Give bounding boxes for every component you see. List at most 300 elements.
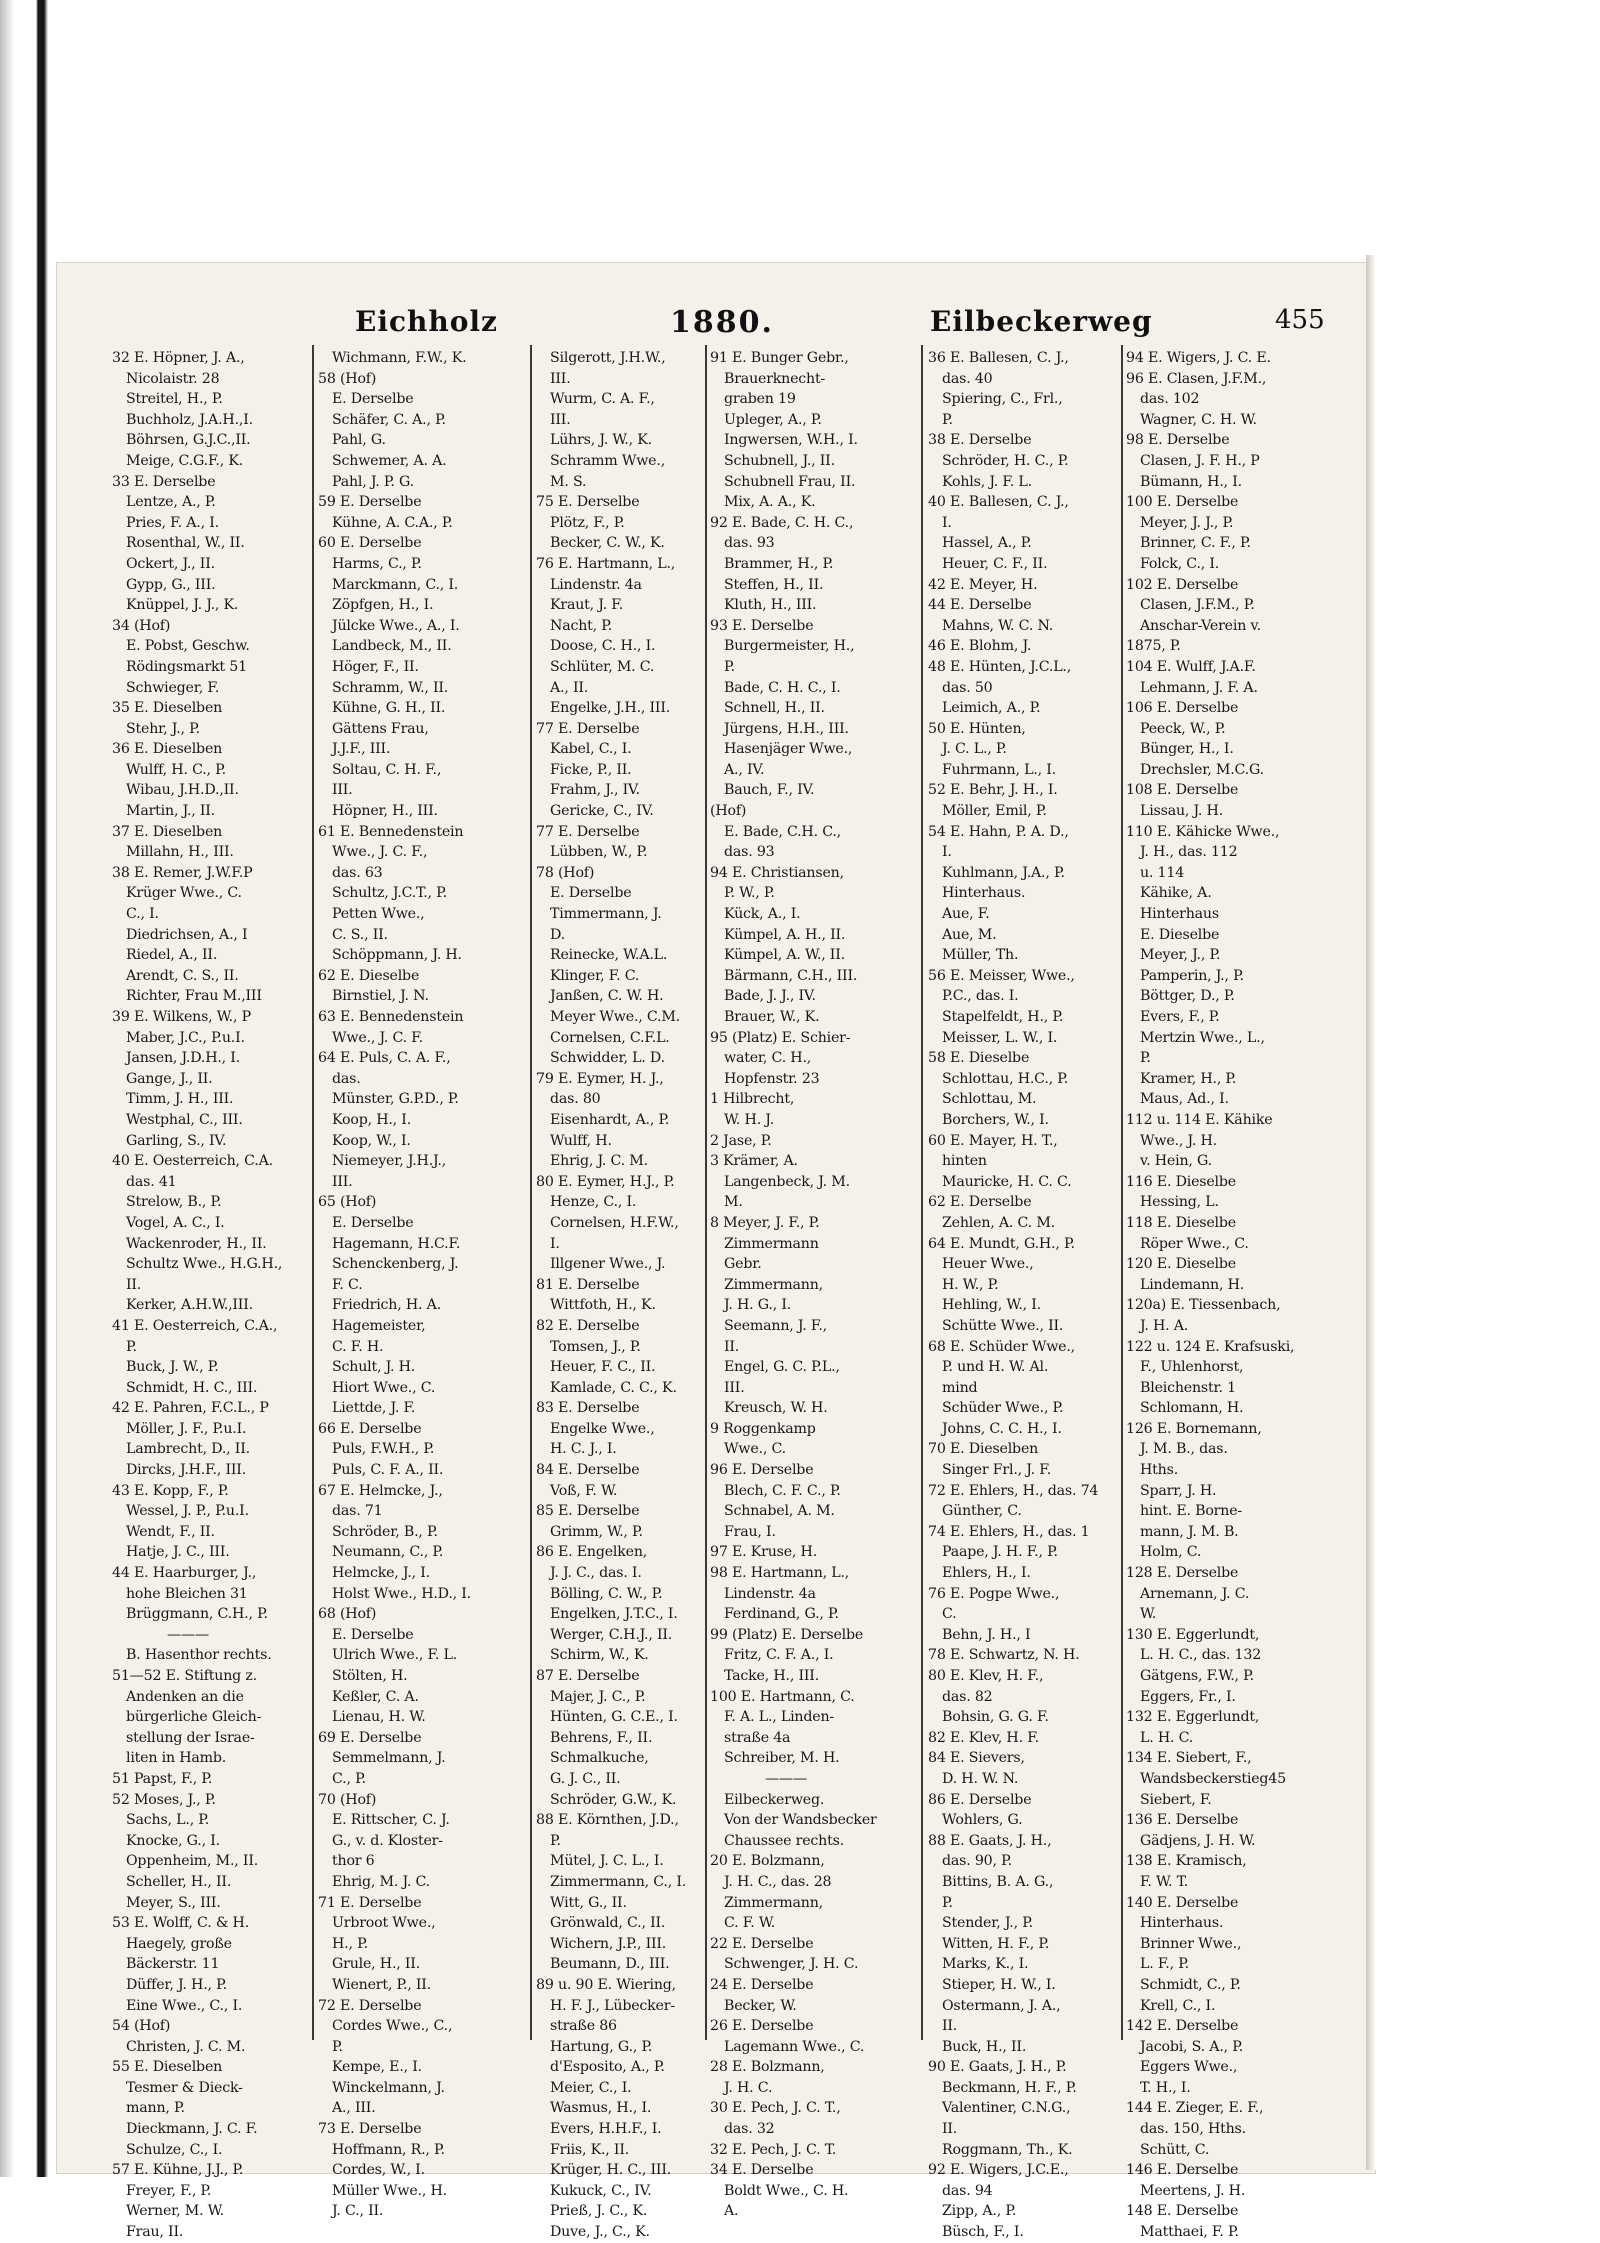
directory-entry-line: 66 E. Derselbe bbox=[318, 1420, 422, 1437]
directory-entry-line: Stender, J., P. bbox=[942, 1915, 1033, 1932]
directory-entry-line: 126 E. Bornemann, bbox=[1126, 1420, 1262, 1437]
directory-entry-line: Tomsen, J., P. bbox=[550, 1338, 641, 1355]
directory-entry-line: 38 E. Derselbe bbox=[928, 432, 1032, 449]
directory-entry-line: 30 E. Pech, J. C. T., bbox=[710, 2100, 841, 2117]
directory-entry-line: Zimmermann, C., I. bbox=[550, 1873, 687, 1890]
directory-entry-line: 84 E. Derselbe bbox=[536, 1462, 640, 1479]
directory-entry-line: Frahm, J., IV. bbox=[550, 782, 640, 799]
directory-entry-line: E. Derselbe bbox=[332, 391, 414, 408]
directory-entry-line: Wurm, C. A. F., bbox=[550, 391, 655, 408]
directory-entry-line: Münster, G.P.D., P. bbox=[332, 1091, 459, 1108]
directory-entry-line: Lindenstr. 4a bbox=[724, 1585, 816, 1602]
directory-entry-line: Höger, F., II. bbox=[332, 658, 419, 675]
directory-entry-line: Lentze, A., P. bbox=[126, 494, 216, 511]
directory-entry-line: 53 E. Wolff, C. & H. bbox=[112, 1915, 250, 1932]
directory-entry-line: Schnabel, A. M. bbox=[724, 1503, 835, 1520]
directory-entry-line: C. S., II. bbox=[332, 926, 388, 943]
directory-entry-line: 39 E. Wilkens, W., P bbox=[112, 1009, 251, 1025]
directory-entry-line: 112 u. 114 E. Kähike bbox=[1126, 1111, 1273, 1128]
directory-entry-line: Christen, J. C. M. bbox=[126, 2038, 246, 2055]
directory-entry-line: Pries, F. A., I. bbox=[126, 514, 219, 531]
directory-entry-line: Buck, H., II. bbox=[942, 2038, 1027, 2055]
directory-entry-line: Bauch, F., IV. bbox=[724, 782, 815, 799]
directory-entry-line: Werger, C.H.J., II. bbox=[550, 1626, 673, 1643]
column-rule bbox=[705, 345, 707, 2040]
directory-entry-line: Schultz, J.C.T., P. bbox=[332, 885, 447, 902]
directory-entry-line: Schröder, B., P. bbox=[332, 1523, 438, 1540]
directory-entry-line: Grönwald, C., II. bbox=[550, 1915, 666, 1932]
directory-entry-line: III. bbox=[332, 1173, 353, 1190]
directory-entry-line: Klinger, F. C. bbox=[550, 967, 640, 984]
directory-entry-line: Birnstiel, J. N. bbox=[332, 988, 429, 1005]
directory-entry-line: 88 E. Gaats, J. H., bbox=[928, 1832, 1052, 1849]
directory-entry-line: P.C., das. I. bbox=[942, 988, 1019, 1005]
directory-entry-line: Stieper, H. W., I. bbox=[942, 1976, 1056, 1993]
directory-entry-line: Koop, W., I. bbox=[332, 1132, 411, 1149]
directory-entry-line: 144 E. Zieger, E. F., bbox=[1126, 2100, 1264, 2117]
directory-entry-line: Werner, M. W. bbox=[126, 2203, 224, 2220]
directory-entry-line: Hths. bbox=[1140, 1462, 1179, 1479]
directory-entry-line: II. bbox=[942, 2018, 958, 2035]
directory-entry-line: Engel, G. C. P.L., bbox=[724, 1359, 840, 1376]
directory-entry-line: 69 E. Derselbe bbox=[318, 1729, 422, 1746]
directory-column-2 bbox=[318, 348, 471, 2220]
directory-entry-line: 94 E. Wigers, J. C. E. bbox=[1126, 350, 1271, 366]
directory-entry-line: P. bbox=[550, 1832, 561, 1849]
directory-entry-line: Schlüter, M. C. bbox=[550, 658, 655, 675]
directory-entry-line: Schütt, C. bbox=[1140, 2141, 1210, 2158]
directory-entry-line: Wasmus, H., I. bbox=[550, 2100, 652, 2117]
directory-entry-line: G. J. C., II. bbox=[550, 1770, 621, 1787]
previous-page-edge bbox=[0, 0, 62, 2177]
directory-entry-line: H. W., P. bbox=[942, 1276, 999, 1293]
directory-entry-line: Marks, K., I. bbox=[942, 1956, 1029, 1973]
directory-entry-line: Winckelmann, J. bbox=[332, 2079, 445, 2096]
directory-entry-line: Lagemann Wwe., C. bbox=[724, 2038, 865, 2055]
directory-entry-line: Knocke, G., I. bbox=[126, 1832, 220, 1849]
directory-entry-line: C., P. bbox=[332, 1770, 366, 1787]
directory-entry-line: das. 32 bbox=[724, 2121, 775, 2138]
directory-entry-line: Becker, W. bbox=[724, 1997, 797, 2014]
directory-entry-line: P. bbox=[942, 411, 953, 428]
directory-entry-line: 70 E. Dieselben bbox=[928, 1441, 1039, 1458]
directory-entry-line: water, C. H., bbox=[724, 1050, 812, 1067]
directory-entry-line: 76 E. Hartmann, L., bbox=[536, 555, 676, 572]
directory-entry-line: Hagemeister, bbox=[332, 1317, 426, 1334]
directory-entry-line: Prieß, J. C., K. bbox=[550, 2203, 648, 2220]
directory-entry-line: Hiort Wwe., C. bbox=[332, 1379, 436, 1396]
directory-entry-line: Timm, J. H., III. bbox=[126, 1091, 234, 1108]
directory-entry-line: 95 (Platz) E. Schier- bbox=[710, 1029, 851, 1046]
directory-entry-line: Kramer, H., P. bbox=[1140, 1070, 1237, 1087]
directory-entry-line: Brammer, H., P. bbox=[724, 555, 834, 572]
directory-entry-line: Lindenstr. 4a bbox=[550, 576, 642, 593]
directory-entry-line: Clasen, J.F.M., P. bbox=[1140, 597, 1255, 614]
directory-entry-line: 96 E. Derselbe bbox=[710, 1462, 814, 1479]
directory-entry-line: E. Pobst, Geschw. bbox=[126, 638, 250, 655]
directory-entry-line: Gypp, G., III. bbox=[126, 576, 216, 593]
running-header bbox=[125, 305, 1325, 345]
directory-entry-line: das. 71 bbox=[332, 1503, 383, 1520]
directory-entry-line: Eggers Wwe., bbox=[1140, 2059, 1238, 2076]
directory-entry-line: Lienau, H. W. bbox=[332, 1709, 426, 1726]
directory-column-3 bbox=[536, 348, 688, 2241]
directory-entry-line: u. 114 bbox=[1140, 864, 1185, 881]
directory-entry-line: Hinterhaus bbox=[1140, 906, 1219, 923]
directory-entry-line: hint. E. Borne- bbox=[1140, 1503, 1242, 1520]
directory-entry-line: E. Rittscher, C. J. bbox=[332, 1812, 450, 1829]
directory-entry-line: 51—52 E. Stiftung z. bbox=[112, 1668, 257, 1684]
directory-entry-line: Meyer, J., P. bbox=[1140, 947, 1221, 964]
directory-entry-line: 100 E. Hartmann, C. bbox=[710, 1688, 855, 1705]
directory-entry-line: 48 E. Hünten, J.C.L., bbox=[928, 658, 1072, 675]
directory-entry-line: Hasenjäger Wwe., bbox=[724, 741, 853, 758]
directory-entry-line: Meisser, L. W., I. bbox=[942, 1029, 1058, 1046]
directory-entry-line: Günther, C. bbox=[942, 1503, 1022, 1520]
directory-entry-line: Meige, C.G.F., K. bbox=[126, 452, 244, 469]
directory-entry-line: Hessing, L. bbox=[1140, 1194, 1219, 1211]
directory-entry-line: 102 E. Derselbe bbox=[1126, 576, 1239, 593]
directory-entry-line: F., Uhlenhorst, bbox=[1140, 1359, 1244, 1376]
directory-entry-line: Engelken, J.T.C., I. bbox=[550, 1606, 678, 1623]
directory-entry-line: Grule, H., II. bbox=[332, 1956, 421, 1973]
directory-entry-line: Strelow, B., P. bbox=[126, 1194, 222, 1211]
directory-entry-line: W. bbox=[1140, 1606, 1157, 1623]
directory-entry-line: Büsch, F., I. bbox=[942, 2224, 1024, 2241]
directory-entry-line: 55 E. Dieselben bbox=[112, 2059, 223, 2076]
directory-entry-line: mind bbox=[942, 1379, 978, 1396]
directory-entry-line: 104 E. Wulff, J.A.F. bbox=[1126, 658, 1256, 675]
directory-entry-line: 42 E. Pahren, F.C.L., P bbox=[112, 1400, 269, 1417]
directory-entry-line: Cordes, W., I. bbox=[332, 2162, 425, 2179]
directory-entry-line: 65 (Hof) bbox=[318, 1194, 377, 1211]
directory-entry-line: 1875, P. bbox=[1126, 638, 1181, 655]
directory-entry-line: Hinterhaus. bbox=[942, 885, 1026, 902]
directory-entry-line: mann, J. M. B. bbox=[1140, 1523, 1239, 1540]
directory-entry-line: Wohlers, G. bbox=[942, 1812, 1023, 1829]
directory-entry-line: E. Bade, C.H. C., bbox=[724, 823, 841, 840]
directory-entry-line: Maus, Ad., I. bbox=[1140, 1091, 1229, 1108]
directory-entry-line: 41 E. Oesterreich, C.A., bbox=[112, 1317, 278, 1334]
directory-entry-line: 54 E. Hahn, P. A. D., bbox=[928, 823, 1069, 840]
directory-entry-line: Schütte Wwe., II. bbox=[942, 1317, 1064, 1334]
directory-entry-line: Bäckerstr. 11 bbox=[126, 1956, 220, 1973]
directory-entry-line: bürgerliche Gleich- bbox=[126, 1709, 262, 1726]
directory-entry-line: Kluth, H., III. bbox=[724, 597, 817, 614]
directory-entry-line: P. bbox=[332, 2038, 343, 2055]
directory-entry-line: 120a) E. Tiessenbach, bbox=[1126, 1297, 1281, 1314]
directory-entry-line: das. 82 bbox=[942, 1688, 993, 1705]
directory-entry-line: 71 E. Derselbe bbox=[318, 1894, 422, 1911]
directory-entry-line: Buck, J. W., P. bbox=[126, 1359, 219, 1376]
directory-entry-line: Ehrig, M. J. C. bbox=[332, 1873, 430, 1890]
directory-entry-line: Schirm, W., K. bbox=[550, 1647, 649, 1664]
directory-entry-line: Schramm Wwe., bbox=[550, 452, 666, 469]
directory-entry-line: Leimich, A., P. bbox=[942, 700, 1041, 717]
directory-entry-line: Sachs, L., P. bbox=[126, 1812, 210, 1829]
directory-entry-line: 44 E. Derselbe bbox=[928, 597, 1032, 614]
directory-entry-line: Becker, C. W., K. bbox=[550, 535, 665, 552]
directory-entry-line: Stölten, H. bbox=[332, 1668, 408, 1684]
directory-entry-line: Kühne, G. H., II. bbox=[332, 700, 446, 717]
directory-entry-line: 87 E. Derselbe bbox=[536, 1668, 640, 1684]
directory-entry-line: 90 E. Gaats, J. H., P. bbox=[928, 2059, 1067, 2076]
directory-entry-line: Brinner Wwe., bbox=[1140, 1935, 1242, 1952]
directory-entry-line: Krell, C., I. bbox=[1140, 1997, 1216, 2014]
directory-entry-line: Bümann, H., I. bbox=[1140, 473, 1242, 490]
directory-entry-line: Zipp, A., P. bbox=[942, 2203, 1017, 2220]
directory-entry-line: Pahl, J. P. G. bbox=[332, 473, 414, 490]
directory-entry-line: Dircks, J.H.F., III. bbox=[126, 1462, 246, 1479]
directory-entry-line: 140 E. Derselbe bbox=[1126, 1894, 1239, 1911]
directory-entry-line: Puls, F.W.H., P. bbox=[332, 1441, 435, 1458]
directory-entry-line: straße 4a bbox=[724, 1729, 791, 1746]
directory-entry-line: 77 E. Derselbe bbox=[536, 720, 640, 737]
directory-entry-line: 93 E. Derselbe bbox=[710, 617, 814, 634]
directory-entry-line: liten in Hamb. bbox=[126, 1750, 227, 1767]
directory-entry-line: 108 E. Derselbe bbox=[1126, 782, 1239, 799]
directory-entry-line: Wulff, H. bbox=[550, 1132, 612, 1149]
directory-entry-line: 72 E. Ehlers, H., das. 74 bbox=[928, 1482, 1099, 1499]
directory-entry-line: 74 E. Ehlers, H., das. 1 bbox=[928, 1523, 1090, 1540]
directory-entry-line: Paape, J. H. F., P. bbox=[942, 1544, 1058, 1561]
directory-entry-line: Ostermann, J. A., bbox=[942, 1997, 1061, 2014]
directory-entry-line: Siebert, F. bbox=[1140, 1791, 1212, 1808]
directory-entry-line: Upleger, A., P. bbox=[724, 411, 822, 428]
directory-entry-line: Marckmann, C., I. bbox=[332, 576, 459, 593]
directory-entry-line: Fritz, C. F. A., I. bbox=[724, 1647, 834, 1664]
directory-entry-line: Dieckmann, J. C. F. bbox=[126, 2121, 258, 2138]
directory-entry-line: Schubnell Frau, II. bbox=[724, 473, 856, 490]
directory-entry-line: 20 E. Bolzmann, bbox=[710, 1853, 825, 1870]
directory-entry-line: Diedrichsen, A., I bbox=[126, 926, 248, 943]
directory-entry-line: Böttger, D., P. bbox=[1140, 988, 1235, 1005]
directory-entry-line: Pamperin, J., P. bbox=[1140, 967, 1244, 984]
directory-entry-line: A., II. bbox=[550, 679, 589, 696]
header-street-to: Eilbeckerweg bbox=[930, 305, 1153, 338]
directory-entry-line: Kempe, E., I. bbox=[332, 2059, 422, 2076]
directory-entry-line: das. 90, P. bbox=[942, 1853, 1012, 1870]
directory-entry-line: Aue, M. bbox=[942, 926, 997, 943]
directory-entry-line: Bünger, H., I. bbox=[1140, 741, 1234, 758]
directory-entry-line: Schmidt, H. C., III. bbox=[126, 1379, 258, 1396]
directory-entry-line: Beckmann, H. F., P. bbox=[942, 2079, 1077, 2096]
directory-entry-line: Von der Wandsbecker bbox=[724, 1812, 877, 1829]
directory-entry-line: Schramm, W., II. bbox=[332, 679, 449, 696]
directory-entry-line: E. Derselbe bbox=[332, 1626, 414, 1643]
directory-entry-line: Schnell, H., II. bbox=[724, 700, 825, 717]
directory-entry-line: L. F., P. bbox=[1140, 1956, 1189, 1973]
directory-entry-line: Gericke, C., IV. bbox=[550, 803, 654, 820]
directory-entry-line: L. H. C. bbox=[1140, 1729, 1194, 1746]
directory-column-4 bbox=[710, 348, 877, 2220]
directory-entry-line: A., IV. bbox=[724, 761, 765, 778]
directory-entry-line: Kreusch, W. H. bbox=[724, 1400, 828, 1417]
directory-entry-line: 38 E. Remer, J.W.F.P bbox=[112, 864, 253, 881]
directory-entry-line: Hinterhaus. bbox=[1140, 1915, 1224, 1932]
directory-entry-line: Hassel, A., P. bbox=[942, 535, 1032, 552]
directory-entry-line: 148 E. Derselbe bbox=[1126, 2203, 1239, 2220]
directory-entry-line: Gange, J., II. bbox=[126, 1070, 213, 1087]
directory-entry-line: F. A. L., Linden- bbox=[724, 1709, 834, 1726]
directory-entry-line: Meyer Wwe., C.M. bbox=[550, 1009, 680, 1025]
directory-entry-line: Timmermann, J. bbox=[550, 906, 662, 923]
directory-entry-line: das. 63 bbox=[332, 864, 383, 881]
directory-entry-line: Petten Wwe., bbox=[332, 906, 425, 923]
directory-entry-line: 40 E. Ballesen, C. J., bbox=[928, 494, 1069, 511]
directory-entry-line: 32 E. Pech, J. C. T. bbox=[710, 2141, 837, 2158]
directory-entry-line: Bleichenstr. 1 bbox=[1140, 1379, 1236, 1396]
directory-entry-line: 36 E. Dieselben bbox=[112, 741, 223, 758]
directory-entry-line: das. 150, Hths. bbox=[1140, 2121, 1246, 2138]
directory-entry-line: Wwe., J. H. bbox=[1140, 1132, 1217, 1149]
directory-entry-line: Kähike, A. bbox=[1140, 885, 1212, 902]
directory-entry-line: A. bbox=[724, 2203, 739, 2220]
directory-entry-line: J. C., II. bbox=[332, 2203, 384, 2220]
directory-entry-line: P. W., P. bbox=[724, 885, 775, 902]
directory-entry-line: Röper Wwe., C. bbox=[1140, 1235, 1249, 1252]
directory-entry-line: 54 (Hof) bbox=[112, 2018, 171, 2035]
directory-entry-line: Landbeck, M., II. bbox=[332, 638, 452, 655]
directory-entry-line: Stehr, J., P. bbox=[126, 720, 200, 737]
directory-entry-line: 92 E. Wigers, J.C.E., bbox=[928, 2162, 1069, 2179]
directory-entry-line: Meyer, S., III. bbox=[126, 1894, 221, 1911]
column-rule bbox=[1121, 345, 1123, 2040]
directory-entry-line: 73 E. Derselbe bbox=[318, 2121, 422, 2138]
directory-entry-line: Jürgens, H.H., III. bbox=[724, 720, 849, 737]
directory-entry-line: Böhrsen, G.J.C.,II. bbox=[126, 432, 251, 449]
directory-entry-line: Wwe., C. bbox=[724, 1441, 786, 1458]
directory-entry-line: Cornelsen, C.F.L. bbox=[550, 1029, 670, 1046]
directory-entry-line: 42 E. Meyer, H. bbox=[928, 576, 1038, 593]
directory-entry-line: W. H. J. bbox=[724, 1111, 775, 1128]
directory-entry-line: Zöpfgen, H., I. bbox=[332, 597, 434, 614]
directory-entry-line: 78 (Hof) bbox=[536, 864, 595, 881]
directory-entry-line: mann, P. bbox=[126, 2100, 185, 2117]
directory-entry-line: Ockert, J., II. bbox=[126, 555, 215, 572]
directory-entry-line: (Hof) bbox=[710, 803, 747, 820]
directory-entry-line: Jacobi, S. A., P. bbox=[1140, 2038, 1244, 2055]
directory-entry-line: 81 E. Derselbe bbox=[536, 1276, 640, 1293]
page-number: 455 bbox=[1275, 305, 1325, 335]
directory-entry-line: Chaussee rechts. bbox=[724, 1832, 845, 1849]
directory-entry-line: 100 E. Derselbe bbox=[1126, 494, 1239, 511]
directory-entry-line: 128 E. Derselbe bbox=[1126, 1565, 1239, 1582]
directory-entry-line: F. C. bbox=[332, 1276, 363, 1293]
directory-entry-line: Singer Frl., J. F. bbox=[942, 1462, 1052, 1479]
directory-entry-line: Schlottau, M. bbox=[942, 1091, 1037, 1108]
directory-entry-line: Eilbeckerweg. bbox=[724, 1791, 825, 1808]
directory-entry-line: 64 E. Puls, C. A. F., bbox=[318, 1050, 451, 1067]
directory-entry-line: Eisenhardt, A., P. bbox=[550, 1111, 670, 1128]
directory-entry-line: 44 E. Haarburger, J., bbox=[112, 1565, 257, 1582]
directory-entry-line: 91 E. Bunger Gebr., bbox=[710, 350, 849, 366]
directory-entry-line: 98 E. Derselbe bbox=[1126, 432, 1230, 449]
directory-entry-line: E. Dieselbe bbox=[1140, 926, 1220, 943]
directory-entry-line: Düffer, J. H., P. bbox=[126, 1976, 227, 1993]
directory-entry-line: 77 E. Derselbe bbox=[536, 823, 640, 840]
directory-entry-line: Wessel, J. P., P.u.I. bbox=[126, 1503, 249, 1520]
directory-entry-line: straße 86 bbox=[550, 2018, 617, 2035]
directory-entry-line: Schmalkuche, bbox=[550, 1750, 649, 1767]
directory-entry-line: 3 Krämer, A. bbox=[710, 1153, 798, 1170]
directory-entry-line: C. F. W. bbox=[724, 1915, 776, 1932]
directory-entry-line: Jülcke Wwe., A., I. bbox=[332, 617, 460, 634]
directory-entry-line: Witten, H. F., P. bbox=[942, 1935, 1050, 1952]
directory-entry-line: das. 93 bbox=[724, 535, 775, 552]
directory-entry-line: Bärmann, C.H., III. bbox=[724, 967, 858, 984]
directory-entry-line: 86 E. Engelken, bbox=[536, 1544, 648, 1561]
directory-entry-line: Neumann, C., P. bbox=[332, 1544, 444, 1561]
directory-entry-line: 9 Roggenkamp bbox=[710, 1420, 816, 1437]
directory-entry-line: E. Derselbe bbox=[550, 885, 632, 902]
directory-entry-line: 37 E. Dieselben bbox=[112, 823, 223, 840]
directory-entry-line: Tesmer & Dieck- bbox=[126, 2079, 243, 2096]
directory-entry-line: Harms, C., P. bbox=[332, 555, 422, 572]
directory-entry-line: Evers, F., P. bbox=[1140, 1009, 1220, 1025]
directory-entry-line: Hatje, J. C., III. bbox=[126, 1544, 230, 1561]
directory-entry-line: Heuer, F. C., II. bbox=[550, 1359, 656, 1376]
directory-entry-line: Boldt Wwe., C. H. bbox=[724, 2182, 849, 2199]
directory-entry-line: 82 E. Klev, H. F. bbox=[928, 1729, 1039, 1746]
directory-entry-line: Clasen, J. F. H., P bbox=[1140, 452, 1260, 469]
directory-entry-line: 89 u. 90 E. Wiering, bbox=[536, 1976, 676, 1993]
directory-entry-line: III. bbox=[332, 782, 353, 799]
directory-entry-line: Roggmann, Th., K. bbox=[942, 2141, 1073, 2158]
directory-entry-line: Hoffmann, R., P. bbox=[332, 2141, 445, 2158]
directory-entry-line: Maber, J.C., P.u.I. bbox=[126, 1029, 245, 1046]
directory-entry-line: das. 41 bbox=[126, 1173, 177, 1190]
directory-entry-line: Buchholz, J.A.H.,I. bbox=[126, 411, 253, 428]
directory-entry-line: J. H. C., das. 28 bbox=[724, 1873, 832, 1890]
directory-entry-line: Schenckenberg, J. bbox=[332, 1256, 459, 1273]
directory-entry-line: Zimmermann bbox=[724, 1235, 819, 1252]
directory-entry-line: Lehmann, J. F. A. bbox=[1140, 679, 1258, 696]
directory-entry-line: Eggers, Fr., I. bbox=[1140, 1688, 1236, 1705]
directory-entry-line: Mauricke, H. C. C. bbox=[942, 1173, 1072, 1190]
column-rule bbox=[312, 345, 314, 2040]
directory-entry-line: das. 102 bbox=[1140, 391, 1200, 408]
directory-entry-line: Plötz, F., P. bbox=[550, 514, 625, 531]
directory-entry-line: Puls, C. F. A., II. bbox=[332, 1462, 444, 1479]
directory-entry-line: Friedrich, H. A. bbox=[332, 1297, 442, 1314]
directory-entry-line: Mahns, W. C. N. bbox=[942, 617, 1054, 634]
directory-entry-line: Kück, A., I. bbox=[724, 906, 801, 923]
directory-entry-line: Schmidt, C., P. bbox=[1140, 1976, 1241, 1993]
directory-entry-line: Spiering, C., Frl., bbox=[942, 391, 1063, 408]
column-rule bbox=[921, 345, 923, 2040]
directory-entry-line: Brauer, W., K. bbox=[724, 1009, 820, 1025]
directory-entry-line: Engelke, J.H., III. bbox=[550, 700, 671, 717]
directory-entry-line: 67 E. Helmcke, J., bbox=[318, 1482, 443, 1499]
directory-entry-line: Gebr. bbox=[724, 1256, 762, 1273]
directory-entry-line: 68 E. Schüder Wwe., bbox=[928, 1338, 1075, 1355]
directory-column-5 bbox=[928, 348, 1099, 2241]
directory-entry-line: C. bbox=[942, 1606, 957, 1623]
directory-entry-line: Gätgens, F.W., P. bbox=[1140, 1668, 1254, 1684]
directory-entry-line: Wichmann, F.W., K. bbox=[332, 350, 467, 366]
directory-entry-line: 28 E. Bolzmann, bbox=[710, 2059, 825, 2076]
directory-entry-line: Blech, C. F. C., P. bbox=[724, 1482, 841, 1499]
directory-entry-line: Rödingsmarkt 51 bbox=[126, 658, 247, 675]
directory-entry-line: Janßen, C. W. H. bbox=[550, 988, 664, 1005]
directory-entry-line: 75 E. Derselbe bbox=[536, 494, 640, 511]
directory-entry-line: Sparr, J. H. bbox=[1140, 1482, 1217, 1499]
directory-entry-line: das. 94 bbox=[942, 2182, 993, 2199]
directory-entry-line: Schulze, C., I. bbox=[126, 2141, 223, 2158]
directory-entry-line: 40 E. Oesterreich, C.A. bbox=[112, 1153, 273, 1170]
directory-entry-line: 79 E. Eymer, H. J., bbox=[536, 1070, 664, 1087]
